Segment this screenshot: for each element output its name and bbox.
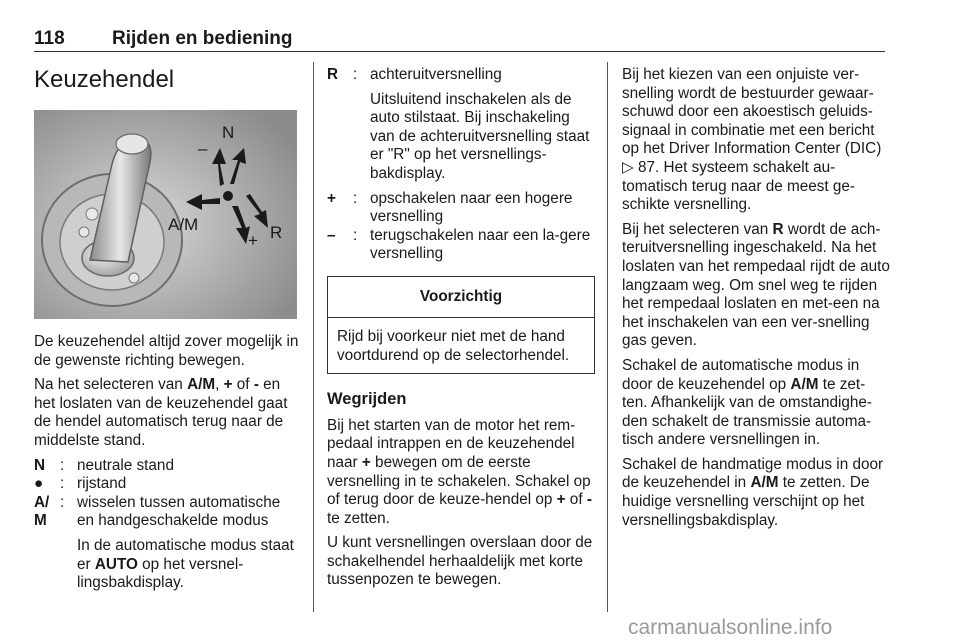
definition-row: [34, 475, 299, 494]
text-run: of: [565, 491, 587, 509]
text-run: en het loslaten van de keuzehendel gaat de hendel automatisch terug naar de middelste stand.: [34, 376, 288, 449]
column-1: [34, 62, 299, 599]
caution-box: [327, 276, 595, 374]
column-3: [622, 62, 890, 536]
caution-text: Rijd bij voorkeur niet met de hand voortdurend op de selectorhendel.: [337, 327, 570, 364]
definition-term: ●: [34, 475, 44, 493]
paragraph: [622, 456, 890, 530]
paragraph: [327, 417, 595, 529]
text-run: Schakel de handmatige modus in door de keuzehendel in: [622, 455, 884, 492]
text-run: Schakel de automatische modus in door de keuzehendel op: [622, 356, 860, 393]
definition-term: –: [327, 226, 336, 244]
gear-selector-figure: [34, 110, 297, 319]
definition-separator: :: [353, 66, 358, 83]
definition-row: [327, 227, 595, 264]
text-run: te zetten. De huidige versnelling verschijnt op het versnellingsbakdisplay.: [622, 474, 870, 529]
subsection-title: Wegrijden: [327, 390, 407, 409]
bold-run: +: [223, 376, 233, 394]
text-run: ,: [215, 376, 224, 394]
bold-run: A/M: [790, 375, 819, 393]
text-run: Bij het selecteren van: [622, 220, 773, 238]
text-run: Na het selecteren van: [34, 376, 188, 394]
text-run: te zet-ten. Afhankelijk van de omstandighe-den schakelt de transmissie automa-tisch andere versnellingen in.: [622, 375, 873, 449]
bold-run: -: [586, 491, 592, 509]
definition-subtext: [34, 537, 299, 593]
definition-separator: :: [60, 456, 65, 474]
definition-row: [327, 190, 595, 227]
paragraph: [622, 357, 890, 450]
bold-run: -: [253, 376, 259, 394]
cross-reference-icon: ▷: [622, 158, 634, 176]
definition-desc: rijstand: [77, 475, 127, 493]
paragraph: [622, 66, 890, 215]
paragraph: U kunt versnellingen overslaan door de schakelhendel herhaaldelijk met korte tussenpozen te bewegen.: [327, 534, 593, 589]
definition-row: [327, 66, 595, 85]
bold-run: A/M: [187, 376, 216, 394]
text-run: bewegen om de eerste versnelling in te schakelen. Schakel op of terug door de keuze-hendel op: [327, 453, 591, 509]
figure-label-am: A/M: [168, 215, 199, 234]
text-run: Bij het kiezen van een onjuiste ver-snelling wordt de bestuurder gewaar-schuwd door een akoestisch geluids-signaal in combinatie met een bericht op het Driver Information Center (DIC): [622, 66, 882, 158]
caution-heading: Voorzichtig: [328, 277, 594, 318]
gear-selector-illustration: [34, 110, 297, 319]
section-title: Keuzehendel: [34, 66, 175, 93]
text-run: te zetten.: [327, 509, 390, 527]
definition-desc: neutrale stand: [77, 456, 174, 474]
definition-row: [34, 494, 299, 531]
text-run: of: [232, 376, 254, 394]
definition-term: A/ M: [34, 493, 50, 530]
definition-list: [327, 66, 595, 264]
paragraph: [34, 376, 299, 450]
definition-separator: :: [353, 189, 358, 207]
text-run: 87. Het systeem schakelt au-tomatisch terug naar de meest ge-schikte versnelling.: [622, 158, 855, 214]
definition-separator: :: [353, 226, 358, 244]
definition-list: [34, 457, 299, 593]
definition-desc: opschakelen naar een hogere versnelling: [370, 189, 573, 226]
column-2: [327, 62, 595, 596]
text-run: op het versnel-lingsbakdisplay.: [77, 555, 244, 592]
text-run: Bij het starten van de motor het rem-pedaal intrappen en de keuzehendel naar: [327, 416, 576, 471]
page-header: [34, 28, 884, 50]
bold-run: +: [556, 491, 566, 509]
definition-desc: wisselen tussen automatische en handgeschakelde modus: [77, 493, 281, 530]
definition-term: +: [327, 189, 336, 207]
text-run: wordt de ach-teruitversnelling ingeschakeld. Na het loslaten van het rempedaal rijdt de auto langzaam weg. Om snel weg te rijden het rempedaal loslaten en met-een na het inschakelen van een ver-snelling gas geven.: [622, 220, 890, 350]
header-rule: [34, 51, 885, 52]
figure-label-minus: –: [198, 139, 208, 158]
paragraph: [622, 221, 890, 351]
definition-separator: :: [60, 493, 65, 511]
text-run: In de automatische modus staat er: [77, 536, 294, 573]
figure-label-plus: +: [248, 231, 258, 250]
paragraph: De keuzehendel altijd zover mogelijk in de gewenste richting bewegen.: [34, 333, 299, 369]
column-divider-1: [313, 62, 314, 612]
definition-term: R: [327, 66, 339, 83]
figure-label-r: R: [270, 223, 283, 242]
definition-separator: :: [60, 475, 65, 493]
bold-run: A/M: [750, 474, 779, 492]
figure-label-n: N: [222, 123, 235, 142]
bold-run: +: [361, 453, 371, 471]
column-divider-2: [607, 62, 608, 612]
bold-run: AUTO: [94, 555, 138, 573]
definition-desc: terugschakelen naar een la-gere versnelling: [370, 226, 591, 263]
definition-subtext: Uitsluitend inschakelen als de auto stilstaat. Bij inschakeling van de achteruitversnelling staat er "R" op het versnellings-bakdisplay.: [370, 90, 590, 182]
definition-row: [34, 457, 299, 476]
watermark[interactable]: carmanualsonline.info: [628, 616, 833, 639]
bold-run: R: [772, 220, 784, 238]
page-number: 118: [34, 28, 65, 49]
definition-term: N: [34, 456, 46, 474]
definition-desc: achteruitversnelling: [370, 66, 502, 83]
chapter-title: Rijden en bediening: [112, 28, 293, 49]
